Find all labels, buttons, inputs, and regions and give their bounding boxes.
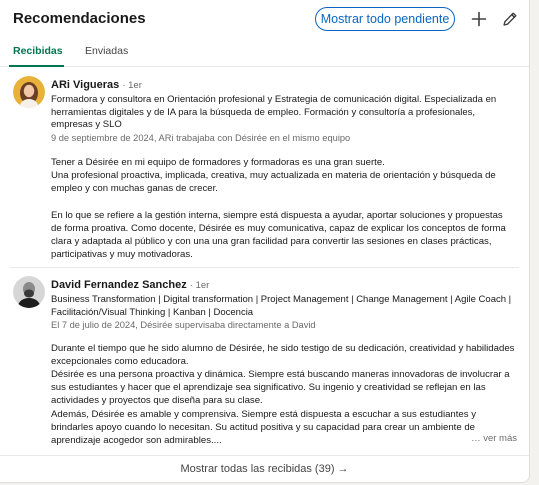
recommendation-text bbox=[51, 156, 515, 261]
divider bbox=[10, 267, 519, 268]
recommendation-body bbox=[51, 278, 515, 447]
connection-degree: · 1er bbox=[189, 280, 210, 291]
relationship-meta: El 7 de julio de 2024, Désirée supervisaba directamente a David bbox=[51, 320, 316, 330]
author-headline: Formadora y consultora en Orientación profesional y Estrategia de comunicación digital. Especializada en herramientas digitales y de IA para la búsqueda de empleo. Formación y consultoría a profesionales, empresas y SLO bbox=[51, 94, 497, 130]
card-header bbox=[13, 10, 519, 30]
section-title: Recomendaciones bbox=[13, 10, 146, 27]
author-name[interactable]: ARi Vigueras bbox=[51, 79, 120, 91]
recommendation-paragraph: En lo que se refiere a la gestión interna, siempre está dispuesta a ayudar, aportar soluciones y propuestas de forma proativa. Como docente, Désirée es muy comunicativa, capaz de explicar los conceptos de forma clara y adaptada al público y con una una gran facilidad para convertir las sesiones en clases prácticas, participativas y muy motivadoras. bbox=[51, 209, 506, 261]
recommendation-paragraph: Durante el tiempo que he sido alumno de Désirée, he sido testigo de su dedicación, creatividad y habilidades excepcionales como educadora. bbox=[51, 342, 515, 367]
active-tab-indicator bbox=[9, 65, 64, 67]
avatar[interactable] bbox=[13, 276, 45, 308]
recommendation-paragraph: Tener a Désirée en mi equipo de formadores y formadoras es una gran suerte. bbox=[51, 157, 385, 168]
recommendation-paragraph: Désirée es una persona proactiva y dinámica. Siempre está buscando maneras innovadoras de involucrar a sus estudiantes y hacer que el aprendizaje sea significativo. Su ingenio y creatividad se reflejan en las actividades y proyectos que diseña para su clase. bbox=[51, 368, 510, 407]
author-headline: Business Transformation | Digital transformation | Project Management | Change Management | Agile Coach | Facilitación/Visual Thinking | Kanban | Docencia bbox=[51, 294, 512, 318]
recommendation-paragraph: Además, Désirée es amable y comprensiva. Siempre está dispuesta a escuchar a sus estudiantes y brindarles apoyo cuando lo necesitan. Su actitud positiva y su capacidad para crear un ambiente de aprendizaje acogedor son admirables.... bbox=[51, 408, 477, 446]
relationship-meta: 9 de septiembre de 2024, ARi trabajaba con Désirée en el mismo equipo bbox=[51, 132, 351, 143]
author-line bbox=[51, 78, 515, 93]
recommendation-text bbox=[51, 342, 515, 448]
author-name[interactable]: David Fernandez Sanchez bbox=[51, 279, 187, 291]
recommendation-paragraph: Una profesional proactiva, implicada, creativa, muy actualizada en materia de orientación y búsqueda de empleo y con muchas ganas de crecer. bbox=[51, 170, 496, 195]
recommendation-body bbox=[51, 78, 515, 261]
author-line bbox=[51, 278, 515, 293]
see-more-link[interactable]: … ver más bbox=[471, 433, 517, 444]
pencil-icon[interactable] bbox=[499, 8, 521, 30]
show-pending-button[interactable]: Mostrar todo pendiente bbox=[315, 7, 455, 31]
tab-bar bbox=[0, 36, 529, 67]
show-all-received-button[interactable]: Mostrar todas las recibidas (39) → bbox=[0, 455, 529, 483]
tab-received[interactable]: Recibidas bbox=[13, 45, 63, 57]
avatar[interactable] bbox=[13, 76, 45, 108]
tab-sent[interactable]: Enviadas bbox=[85, 45, 129, 57]
plus-icon[interactable] bbox=[468, 8, 490, 30]
connection-degree: · 1er bbox=[122, 80, 142, 91]
